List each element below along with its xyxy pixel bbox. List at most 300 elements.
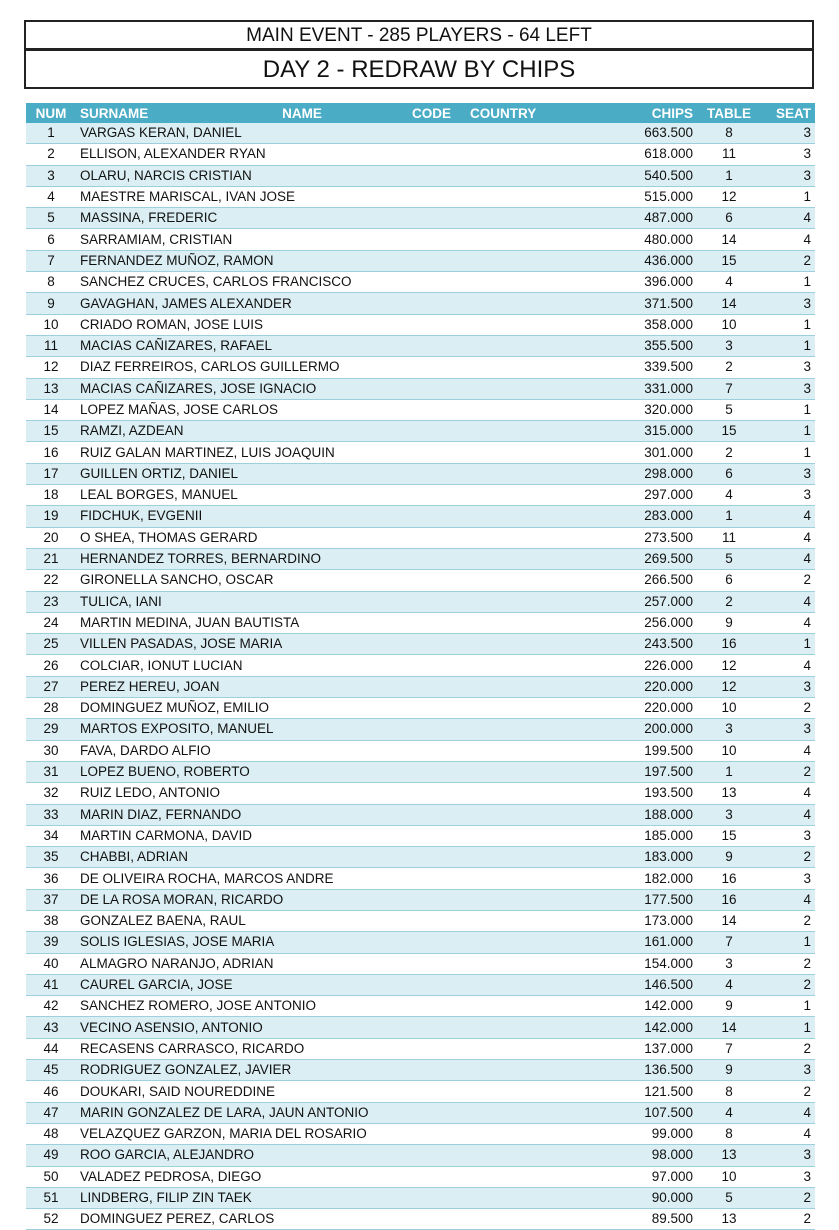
table-row <box>26 548 815 569</box>
cell-chips: 243.500 <box>631 634 697 655</box>
table-row <box>26 165 815 186</box>
cell-seat: 1 <box>761 335 815 356</box>
cell-num: 45 <box>26 1060 76 1081</box>
cell-player: RECASENS CARRASCO, RICARDO <box>76 1038 408 1059</box>
cell-num: 38 <box>26 910 76 931</box>
cell-country <box>466 761 631 782</box>
cell-chips: 89.500 <box>631 1209 697 1230</box>
cell-chips: 97.000 <box>631 1166 697 1187</box>
cell-table: 14 <box>697 910 761 931</box>
cell-country <box>466 144 631 165</box>
cell-table: 7 <box>697 932 761 953</box>
table-row <box>26 463 815 484</box>
cell-chips: 515.000 <box>631 186 697 207</box>
cell-chips: 142.000 <box>631 996 697 1017</box>
cell-seat: 1 <box>761 932 815 953</box>
cell-chips: 371.500 <box>631 293 697 314</box>
cell-player: SANCHEZ CRUCES, CARLOS FRANCISCO <box>76 272 408 293</box>
cell-seat: 1 <box>761 996 815 1017</box>
cell-chips: 177.500 <box>631 889 697 910</box>
table-row <box>26 761 815 782</box>
cell-code <box>408 421 466 442</box>
table-row <box>26 825 815 846</box>
cell-table: 14 <box>697 229 761 250</box>
table-row <box>26 1102 815 1123</box>
cell-seat: 4 <box>761 208 815 229</box>
cell-code <box>408 655 466 676</box>
cell-num: 30 <box>26 740 76 761</box>
cell-num: 31 <box>26 761 76 782</box>
cell-seat: 2 <box>761 953 815 974</box>
cell-code <box>408 250 466 271</box>
cell-table: 6 <box>697 463 761 484</box>
cell-player: MACIAS CAÑIZARES, RAFAEL <box>76 335 408 356</box>
cell-country <box>466 591 631 612</box>
cell-player: ALMAGRO NARANJO, ADRIAN <box>76 953 408 974</box>
cell-country <box>466 506 631 527</box>
cell-chips: 154.000 <box>631 953 697 974</box>
cell-player: HERNANDEZ TORRES, BERNARDINO <box>76 548 408 569</box>
cell-chips: 618.000 <box>631 144 697 165</box>
table-row <box>26 186 815 207</box>
cell-player: DOMINGUEZ PEREZ, CARLOS <box>76 1209 408 1230</box>
cell-code <box>408 186 466 207</box>
cell-country <box>466 1187 631 1208</box>
table-row <box>26 953 815 974</box>
cell-country <box>466 1102 631 1123</box>
cell-country <box>466 485 631 506</box>
cell-chips: 107.500 <box>631 1102 697 1123</box>
table-row <box>26 357 815 378</box>
cell-table: 14 <box>697 293 761 314</box>
cell-country <box>466 910 631 931</box>
cell-seat: 3 <box>761 144 815 165</box>
cell-country <box>466 996 631 1017</box>
cell-code <box>408 527 466 548</box>
cell-chips: 173.000 <box>631 910 697 931</box>
cell-chips: 331.000 <box>631 378 697 399</box>
cell-table: 7 <box>697 1038 761 1059</box>
table-row <box>26 272 815 293</box>
cell-code <box>408 378 466 399</box>
cell-num: 10 <box>26 314 76 335</box>
cell-player: MARTOS EXPOSITO, MANUEL <box>76 719 408 740</box>
col-header-code: CODE <box>408 103 466 123</box>
cell-code <box>408 357 466 378</box>
event-title: MAIN EVENT - 285 PLAYERS - 64 LEFT <box>24 20 814 50</box>
table-row <box>26 996 815 1017</box>
cell-table: 6 <box>697 208 761 229</box>
cell-player: RAMZI, AZDEAN <box>76 421 408 442</box>
cell-player: O SHEA, THOMAS GERARD <box>76 527 408 548</box>
cell-player: MASSINA, FREDERIC <box>76 208 408 229</box>
cell-table: 10 <box>697 314 761 335</box>
cell-player: GUILLEN ORTIZ, DANIEL <box>76 463 408 484</box>
table-row <box>26 868 815 889</box>
cell-seat: 3 <box>761 123 815 144</box>
cell-code <box>408 676 466 697</box>
cell-chips: 396.000 <box>631 272 697 293</box>
cell-chips: 197.500 <box>631 761 697 782</box>
cell-num: 3 <box>26 165 76 186</box>
cell-code <box>408 1166 466 1187</box>
cell-seat: 2 <box>761 698 815 719</box>
cell-code <box>408 953 466 974</box>
cell-num: 29 <box>26 719 76 740</box>
cell-num: 19 <box>26 506 76 527</box>
cell-country <box>466 357 631 378</box>
cell-seat: 4 <box>761 655 815 676</box>
cell-code <box>408 634 466 655</box>
cell-seat: 3 <box>761 293 815 314</box>
cell-chips: 358.000 <box>631 314 697 335</box>
cell-code <box>408 761 466 782</box>
cell-country <box>466 804 631 825</box>
cell-seat: 1 <box>761 634 815 655</box>
cell-chips: 355.500 <box>631 335 697 356</box>
cell-code <box>408 804 466 825</box>
cell-num: 6 <box>26 229 76 250</box>
cell-player: ELLISON, ALEXANDER RYAN <box>76 144 408 165</box>
cell-chips: 273.500 <box>631 527 697 548</box>
cell-country <box>466 570 631 591</box>
cell-seat: 1 <box>761 421 815 442</box>
cell-seat: 2 <box>761 1081 815 1102</box>
cell-seat: 3 <box>761 165 815 186</box>
cell-seat: 1 <box>761 399 815 420</box>
table-row <box>26 485 815 506</box>
cell-num: 48 <box>26 1123 76 1144</box>
cell-num: 16 <box>26 442 76 463</box>
cell-seat: 4 <box>761 804 815 825</box>
cell-num: 9 <box>26 293 76 314</box>
cell-code <box>408 335 466 356</box>
cell-num: 50 <box>26 1166 76 1187</box>
table-row <box>26 740 815 761</box>
table-row <box>26 250 815 271</box>
cell-num: 46 <box>26 1081 76 1102</box>
cell-num: 26 <box>26 655 76 676</box>
cell-table: 2 <box>697 591 761 612</box>
cell-table: 10 <box>697 740 761 761</box>
cell-table: 2 <box>697 442 761 463</box>
cell-chips: 320.000 <box>631 399 697 420</box>
cell-country <box>466 868 631 889</box>
cell-table: 10 <box>697 698 761 719</box>
cell-seat: 2 <box>761 761 815 782</box>
cell-chips: 480.000 <box>631 229 697 250</box>
cell-country <box>466 974 631 995</box>
cell-table: 15 <box>697 825 761 846</box>
table-row <box>26 1209 815 1230</box>
cell-country <box>466 655 631 676</box>
table-row <box>26 378 815 399</box>
cell-player: MARIN DIAZ, FERNANDO <box>76 804 408 825</box>
cell-seat: 4 <box>761 548 815 569</box>
cell-code <box>408 442 466 463</box>
cell-num: 17 <box>26 463 76 484</box>
cell-chips: 257.000 <box>631 591 697 612</box>
cell-code <box>408 591 466 612</box>
cell-num: 7 <box>26 250 76 271</box>
cell-chips: 220.000 <box>631 698 697 719</box>
cell-code <box>408 889 466 910</box>
cell-code <box>408 825 466 846</box>
cell-code <box>408 548 466 569</box>
cell-chips: 436.000 <box>631 250 697 271</box>
cell-num: 43 <box>26 1017 76 1038</box>
cell-seat: 1 <box>761 314 815 335</box>
cell-chips: 183.000 <box>631 847 697 868</box>
cell-code <box>408 1145 466 1166</box>
cell-chips: 200.000 <box>631 719 697 740</box>
cell-table: 3 <box>697 335 761 356</box>
cell-country <box>466 250 631 271</box>
cell-seat: 2 <box>761 974 815 995</box>
cell-country <box>466 399 631 420</box>
cell-chips: 283.000 <box>631 506 697 527</box>
cell-country <box>466 272 631 293</box>
cell-seat: 1 <box>761 442 815 463</box>
cell-num: 1 <box>26 123 76 144</box>
cell-player: GONZALEZ BAENA, RAUL <box>76 910 408 931</box>
cell-player: SANCHEZ ROMERO, JOSE ANTONIO <box>76 996 408 1017</box>
table-row <box>26 506 815 527</box>
cell-table: 3 <box>697 953 761 974</box>
cell-seat: 2 <box>761 1209 815 1230</box>
cell-chips: 256.000 <box>631 612 697 633</box>
cell-player: VARGAS KERAN, DANIEL <box>76 123 408 144</box>
cell-player: GIRONELLA SANCHO, OSCAR <box>76 570 408 591</box>
cell-num: 33 <box>26 804 76 825</box>
cell-player: RUIZ LEDO, ANTONIO <box>76 783 408 804</box>
cell-player: VILLEN PASADAS, JOSE MARIA <box>76 634 408 655</box>
cell-chips: 297.000 <box>631 485 697 506</box>
cell-num: 8 <box>26 272 76 293</box>
cell-player: FAVA, DARDO ALFIO <box>76 740 408 761</box>
table-row <box>26 442 815 463</box>
redraw-table <box>26 103 815 1230</box>
cell-player: DOMINGUEZ MUÑOZ, EMILIO <box>76 698 408 719</box>
table-row <box>26 698 815 719</box>
cell-chips: 220.000 <box>631 676 697 697</box>
cell-table: 3 <box>697 804 761 825</box>
cell-num: 39 <box>26 932 76 953</box>
cell-country <box>466 527 631 548</box>
cell-seat: 4 <box>761 1102 815 1123</box>
cell-num: 20 <box>26 527 76 548</box>
cell-table: 12 <box>697 676 761 697</box>
cell-table: 9 <box>697 612 761 633</box>
cell-player: LOPEZ MAÑAS, JOSE CARLOS <box>76 399 408 420</box>
cell-country <box>466 229 631 250</box>
table-row <box>26 335 815 356</box>
cell-player: MARTIN MEDINA, JUAN BAUTISTA <box>76 612 408 633</box>
cell-num: 23 <box>26 591 76 612</box>
cell-num: 52 <box>26 1209 76 1230</box>
table-row <box>26 293 815 314</box>
cell-num: 4 <box>26 186 76 207</box>
cell-code <box>408 165 466 186</box>
cell-chips: 90.000 <box>631 1187 697 1208</box>
cell-num: 2 <box>26 144 76 165</box>
table-row <box>26 804 815 825</box>
cell-player: SARRAMIAM, CRISTIAN <box>76 229 408 250</box>
table-row <box>26 591 815 612</box>
cell-player: FIDCHUK, EVGENII <box>76 506 408 527</box>
cell-table: 8 <box>697 1123 761 1144</box>
cell-num: 35 <box>26 847 76 868</box>
cell-code <box>408 847 466 868</box>
cell-player: LEAL BORGES, MANUEL <box>76 485 408 506</box>
table-row <box>26 1166 815 1187</box>
cell-country <box>466 293 631 314</box>
cell-code <box>408 1102 466 1123</box>
cell-table: 7 <box>697 378 761 399</box>
cell-table: 15 <box>697 250 761 271</box>
cell-player: SOLIS IGLESIAS, JOSE MARIA <box>76 932 408 953</box>
cell-num: 13 <box>26 378 76 399</box>
table-row <box>26 1017 815 1038</box>
cell-country <box>466 314 631 335</box>
cell-num: 21 <box>26 548 76 569</box>
cell-code <box>408 570 466 591</box>
cell-seat: 3 <box>761 676 815 697</box>
cell-country <box>466 463 631 484</box>
cell-code <box>408 144 466 165</box>
table-row <box>26 208 815 229</box>
cell-table: 9 <box>697 1060 761 1081</box>
cell-country <box>466 612 631 633</box>
cell-num: 28 <box>26 698 76 719</box>
cell-table: 6 <box>697 570 761 591</box>
cell-chips: 142.000 <box>631 1017 697 1038</box>
cell-country <box>466 1123 631 1144</box>
cell-table: 13 <box>697 1209 761 1230</box>
cell-chips: 315.000 <box>631 421 697 442</box>
cell-player: MARTIN CARMONA, DAVID <box>76 825 408 846</box>
cell-code <box>408 399 466 420</box>
cell-country <box>466 442 631 463</box>
cell-table: 5 <box>697 548 761 569</box>
table-row <box>26 910 815 931</box>
cell-num: 34 <box>26 825 76 846</box>
cell-table: 9 <box>697 847 761 868</box>
cell-chips: 98.000 <box>631 1145 697 1166</box>
cell-player: ROO GARCIA, ALEJANDRO <box>76 1145 408 1166</box>
table-row <box>26 1038 815 1059</box>
cell-player: LINDBERG, FILIP ZIN TAEK <box>76 1187 408 1208</box>
cell-seat: 2 <box>761 1038 815 1059</box>
table-row <box>26 719 815 740</box>
cell-table: 16 <box>697 634 761 655</box>
cell-chips: 663.500 <box>631 123 697 144</box>
cell-country <box>466 1209 631 1230</box>
cell-code <box>408 485 466 506</box>
cell-chips: 540.500 <box>631 165 697 186</box>
cell-country <box>466 378 631 399</box>
cell-table: 10 <box>697 1166 761 1187</box>
table-row <box>26 634 815 655</box>
cell-country <box>466 421 631 442</box>
cell-table: 15 <box>697 421 761 442</box>
table-row <box>26 570 815 591</box>
cell-table: 5 <box>697 1187 761 1208</box>
cell-table: 12 <box>697 186 761 207</box>
cell-seat: 3 <box>761 1145 815 1166</box>
cell-num: 51 <box>26 1187 76 1208</box>
cell-seat: 4 <box>761 612 815 633</box>
cell-table: 3 <box>697 719 761 740</box>
table-row <box>26 1081 815 1102</box>
cell-code <box>408 996 466 1017</box>
cell-chips: 193.500 <box>631 783 697 804</box>
cell-chips: 146.500 <box>631 974 697 995</box>
cell-chips: 161.000 <box>631 932 697 953</box>
cell-table: 13 <box>697 783 761 804</box>
cell-seat: 3 <box>761 463 815 484</box>
cell-player: CRIADO ROMAN, JOSE LUIS <box>76 314 408 335</box>
cell-code <box>408 293 466 314</box>
col-header-country: COUNTRY <box>466 103 631 123</box>
cell-num: 14 <box>26 399 76 420</box>
cell-table: 11 <box>697 144 761 165</box>
table-row <box>26 399 815 420</box>
cell-code <box>408 612 466 633</box>
cell-chips: 487.000 <box>631 208 697 229</box>
cell-code <box>408 974 466 995</box>
cell-code <box>408 1038 466 1059</box>
cell-player: OLARU, NARCIS CRISTIAN <box>76 165 408 186</box>
cell-country <box>466 932 631 953</box>
table-header-row <box>26 103 815 123</box>
cell-num: 25 <box>26 634 76 655</box>
cell-table: 8 <box>697 123 761 144</box>
table-row <box>26 1187 815 1208</box>
cell-table: 5 <box>697 399 761 420</box>
cell-seat: 4 <box>761 506 815 527</box>
cell-country <box>466 889 631 910</box>
cell-chips: 182.000 <box>631 868 697 889</box>
cell-num: 15 <box>26 421 76 442</box>
cell-seat: 3 <box>761 719 815 740</box>
cell-chips: 137.000 <box>631 1038 697 1059</box>
table-row <box>26 783 815 804</box>
cell-num: 47 <box>26 1102 76 1123</box>
cell-player: DE LA ROSA MORAN, RICARDO <box>76 889 408 910</box>
cell-country <box>466 548 631 569</box>
redraw-title: DAY 2 - REDRAW BY CHIPS <box>24 49 814 89</box>
cell-num: 18 <box>26 485 76 506</box>
cell-table: 13 <box>697 1145 761 1166</box>
table-row <box>26 847 815 868</box>
cell-code <box>408 1209 466 1230</box>
cell-table: 1 <box>697 506 761 527</box>
cell-table: 1 <box>697 761 761 782</box>
cell-seat: 4 <box>761 783 815 804</box>
cell-country <box>466 1166 631 1187</box>
cell-table: 4 <box>697 974 761 995</box>
cell-code <box>408 719 466 740</box>
cell-code <box>408 698 466 719</box>
cell-chips: 298.000 <box>631 463 697 484</box>
cell-country <box>466 676 631 697</box>
cell-code <box>408 123 466 144</box>
cell-chips: 339.500 <box>631 357 697 378</box>
cell-num: 42 <box>26 996 76 1017</box>
cell-table: 16 <box>697 889 761 910</box>
cell-num: 11 <box>26 335 76 356</box>
